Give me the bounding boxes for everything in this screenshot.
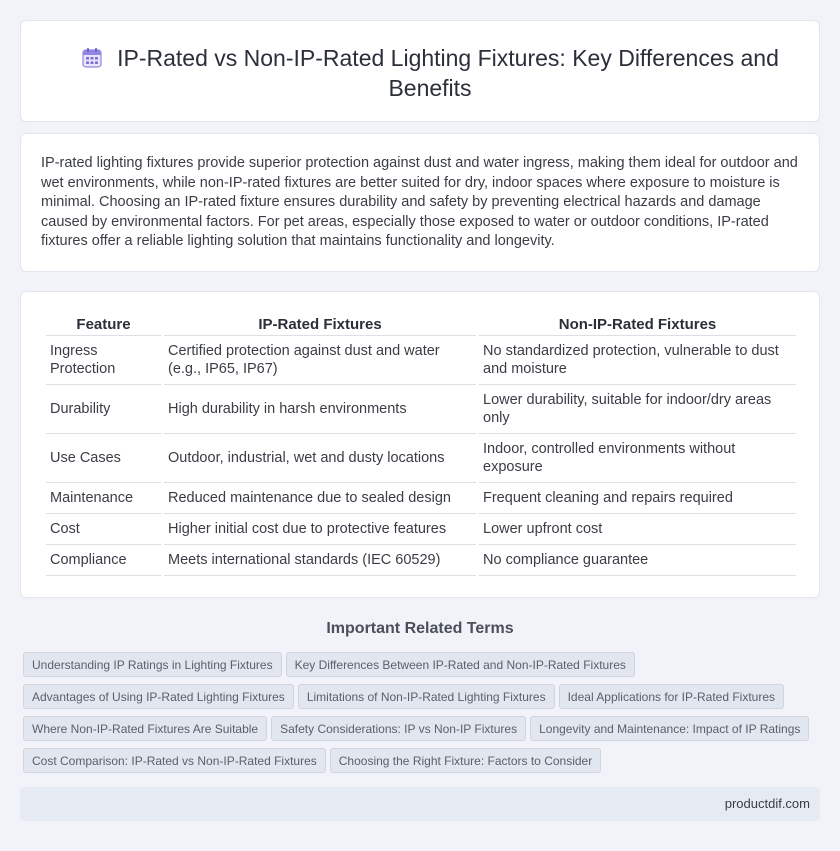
cell-ip-rated: Certified protection against dust and water (e.g., IP65, IP67) xyxy=(164,336,476,385)
table-row xyxy=(46,434,796,483)
related-term-link[interactable]: Cost Comparison: IP-Rated vs Non-IP-Rated Fixtures xyxy=(23,748,326,773)
cell-feature: Cost xyxy=(46,514,161,545)
related-term-link[interactable]: Limitations of Non-IP-Rated Lighting Fixtures xyxy=(298,684,555,709)
cell-ip-rated: Reduced maintenance due to sealed design xyxy=(164,483,476,514)
cell-feature: Compliance xyxy=(46,545,161,576)
cell-feature: Use Cases xyxy=(46,434,161,483)
cell-feature: Durability xyxy=(46,385,161,434)
cell-ip-rated: Outdoor, industrial, wet and dusty locations xyxy=(164,434,476,483)
cell-non-ip-rated: No compliance guarantee xyxy=(479,545,796,576)
tag-row xyxy=(23,652,823,684)
footer-site-name: productdif.com xyxy=(724,796,810,811)
table-row xyxy=(46,514,796,545)
tag-row xyxy=(23,716,823,748)
table-header-row xyxy=(46,312,796,336)
comparison-table xyxy=(43,312,799,576)
cell-non-ip-rated: Lower durability, suitable for indoor/dry areas only xyxy=(479,385,796,434)
table-row xyxy=(46,336,796,385)
cell-feature: Ingress Protection xyxy=(46,336,161,385)
related-term-link[interactable]: Where Non-IP-Rated Fixtures Are Suitable xyxy=(23,716,267,741)
header-ip-rated: IP-Rated Fixtures xyxy=(164,312,476,336)
table-row xyxy=(46,483,796,514)
cell-non-ip-rated: No standardized protection, vulnerable to dust and moisture xyxy=(479,336,796,385)
intro-paragraph: IP-rated lighting fixtures provide superior protection against dust and water ingress, making them ideal for outdoor and wet environments, while non-IP-rated fixtures are better suited for dry, indoor spaces where exposure to moisture is minimal. Choosing an IP-rated fixture ensures durability and safety by preventing electrical hazards and damage caused by environmental factors. For pet areas, especially those exposed to water or outdoor conditions, IP-rated fixtures offer a reliable lighting solution that maintains functionality and longevity. xyxy=(41,155,798,250)
related-term-link[interactable]: Ideal Applications for IP-Rated Fixtures xyxy=(559,684,784,709)
tag-row xyxy=(23,748,823,780)
related-term-link[interactable]: Safety Considerations: IP vs Non-IP Fixtures xyxy=(271,716,526,741)
calendar-grid-icon xyxy=(81,47,103,69)
intro-card xyxy=(20,133,820,272)
cell-non-ip-rated: Frequent cleaning and repairs required xyxy=(479,483,796,514)
header-card xyxy=(20,20,820,122)
cell-ip-rated: Meets international standards (IEC 60529) xyxy=(164,545,476,576)
related-term-link[interactable]: Key Differences Between IP-Rated and Non-IP-Rated Fixtures xyxy=(286,652,635,677)
table-row xyxy=(46,545,796,576)
table-row xyxy=(46,385,796,434)
related-terms-title: Important Related Terms xyxy=(326,620,514,637)
related-term-link[interactable]: Understanding IP Ratings in Lighting Fixtures xyxy=(23,652,282,677)
cell-non-ip-rated: Indoor, controlled environments without exposure xyxy=(479,434,796,483)
cell-ip-rated: High durability in harsh environments xyxy=(164,385,476,434)
title-wrap xyxy=(61,43,799,103)
tag-row xyxy=(23,684,823,716)
related-term-link[interactable]: Advantages of Using IP-Rated Lighting Fixtures xyxy=(23,684,294,709)
related-terms-list xyxy=(23,652,823,780)
comparison-table-card xyxy=(20,291,820,598)
cell-feature: Maintenance xyxy=(46,483,161,514)
cell-non-ip-rated: Lower upfront cost xyxy=(479,514,796,545)
footer-bar xyxy=(20,787,820,821)
related-term-link[interactable]: Longevity and Maintenance: Impact of IP Ratings xyxy=(530,716,809,741)
cell-ip-rated: Higher initial cost due to protective features xyxy=(164,514,476,545)
related-term-link[interactable]: Choosing the Right Fixture: Factors to Consider xyxy=(330,748,601,773)
page-title xyxy=(61,43,799,103)
header-feature: Feature xyxy=(46,312,161,336)
page-title-text: IP-Rated vs Non-IP-Rated Lighting Fixtures: Key Differences and Benefits xyxy=(117,45,779,101)
header-non-ip-rated: Non-IP-Rated Fixtures xyxy=(479,312,796,336)
